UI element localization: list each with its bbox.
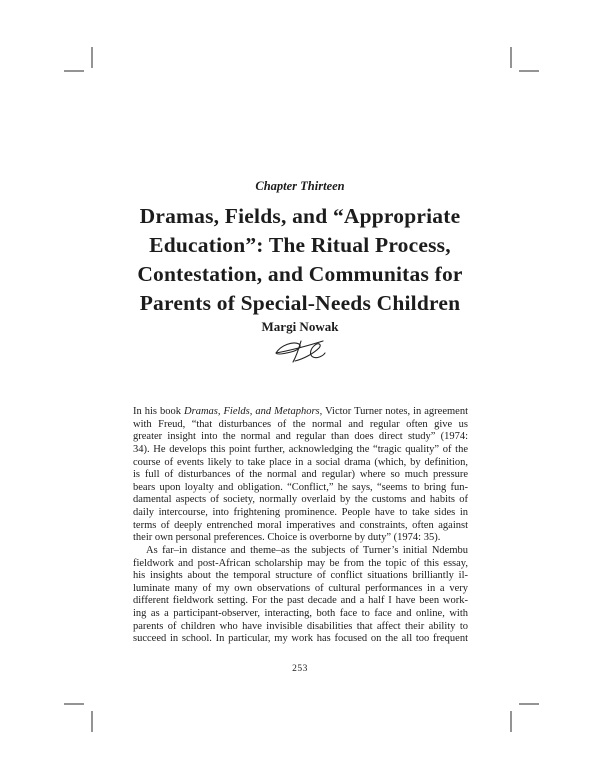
body-line: bears upon loyalty and obligation. “Conflict,” he says, “seems to bring fun- (133, 481, 468, 493)
crop-mark-bottom-left-vertical (91, 711, 93, 732)
body-line: daily intercourse, into frightening prominence. People have to take sides in (133, 507, 468, 518)
body-line: fieldwork and post-African scholarship may be from the topic of this essay, (133, 557, 468, 569)
crop-mark-bottom-left-horizontal (64, 703, 84, 705)
crop-mark-top-right-horizontal (519, 70, 539, 72)
body-line: ing as a participant-observer, interacting, both face to face and online, with (133, 608, 468, 619)
body-line: with Freud, “that disturbances of the normal and regular often give us (133, 418, 468, 430)
crop-mark-bottom-right-horizontal (519, 703, 539, 705)
chapter-title (0, 202, 600, 318)
chapter-label: Chapter Thirteen (255, 179, 345, 193)
author-name: Margi Nowak (261, 319, 339, 334)
body-line: As far–in distance and theme–as the subjects of Turner’s initial Ndembu (146, 544, 468, 556)
body-line: is full of disturbances of the normal and regular) where so much pressure (133, 469, 468, 481)
title-line: Dramas, Fields, and “Appropriate (139, 204, 461, 228)
body-text (133, 406, 468, 646)
title-line: Education”: The Ritual Process, (149, 233, 451, 257)
title-line: Parents of Special-Needs Children (139, 291, 461, 315)
page-number: 253 (292, 664, 308, 674)
crop-mark-bottom-right-vertical (510, 711, 512, 732)
crop-mark-top-left-horizontal (64, 70, 84, 72)
body-line: course of events likely to take place in a social drama (which, by definition, (133, 456, 468, 468)
body-line: succeed in school. In particular, my work has focused on the all too frequent (133, 633, 468, 645)
title-line: Contestation, and Communitas for (137, 262, 463, 286)
body-line: luminate many of my own observations of cultural performances in a very (133, 582, 468, 594)
body-line: parents of children who have invisible disabilities that affect their ability to (133, 620, 468, 632)
body-line: In his book Dramas, Fields, and Metaphors, Victor Turner notes, in agreement (133, 406, 468, 417)
crop-mark-top-right-vertical (510, 47, 512, 68)
body-line: 34). He develops this point further, acknowledging the “tragic quality” of the (133, 443, 468, 455)
body-line: different fieldwork setting. For the past decade and a half I have been work- (133, 595, 468, 607)
crop-mark-top-left-vertical (91, 47, 93, 68)
body-line: terms of deeply entrenched moral imperatives and constraints, often against (133, 519, 468, 531)
body-line: their own personal preferences. Choice is overborne by duty” (1974: 35). (133, 532, 441, 544)
body-line: damental aspects of society, normally overlaid by the customs and habits of (133, 494, 468, 506)
calligraphic-fleuron-icon (0, 338, 600, 369)
body-line: his insights about the temporal structure of conflict situations brilliantly il- (133, 570, 468, 582)
body-line: greater insight into the normal and regular than does direct study” (1974: (133, 431, 468, 443)
